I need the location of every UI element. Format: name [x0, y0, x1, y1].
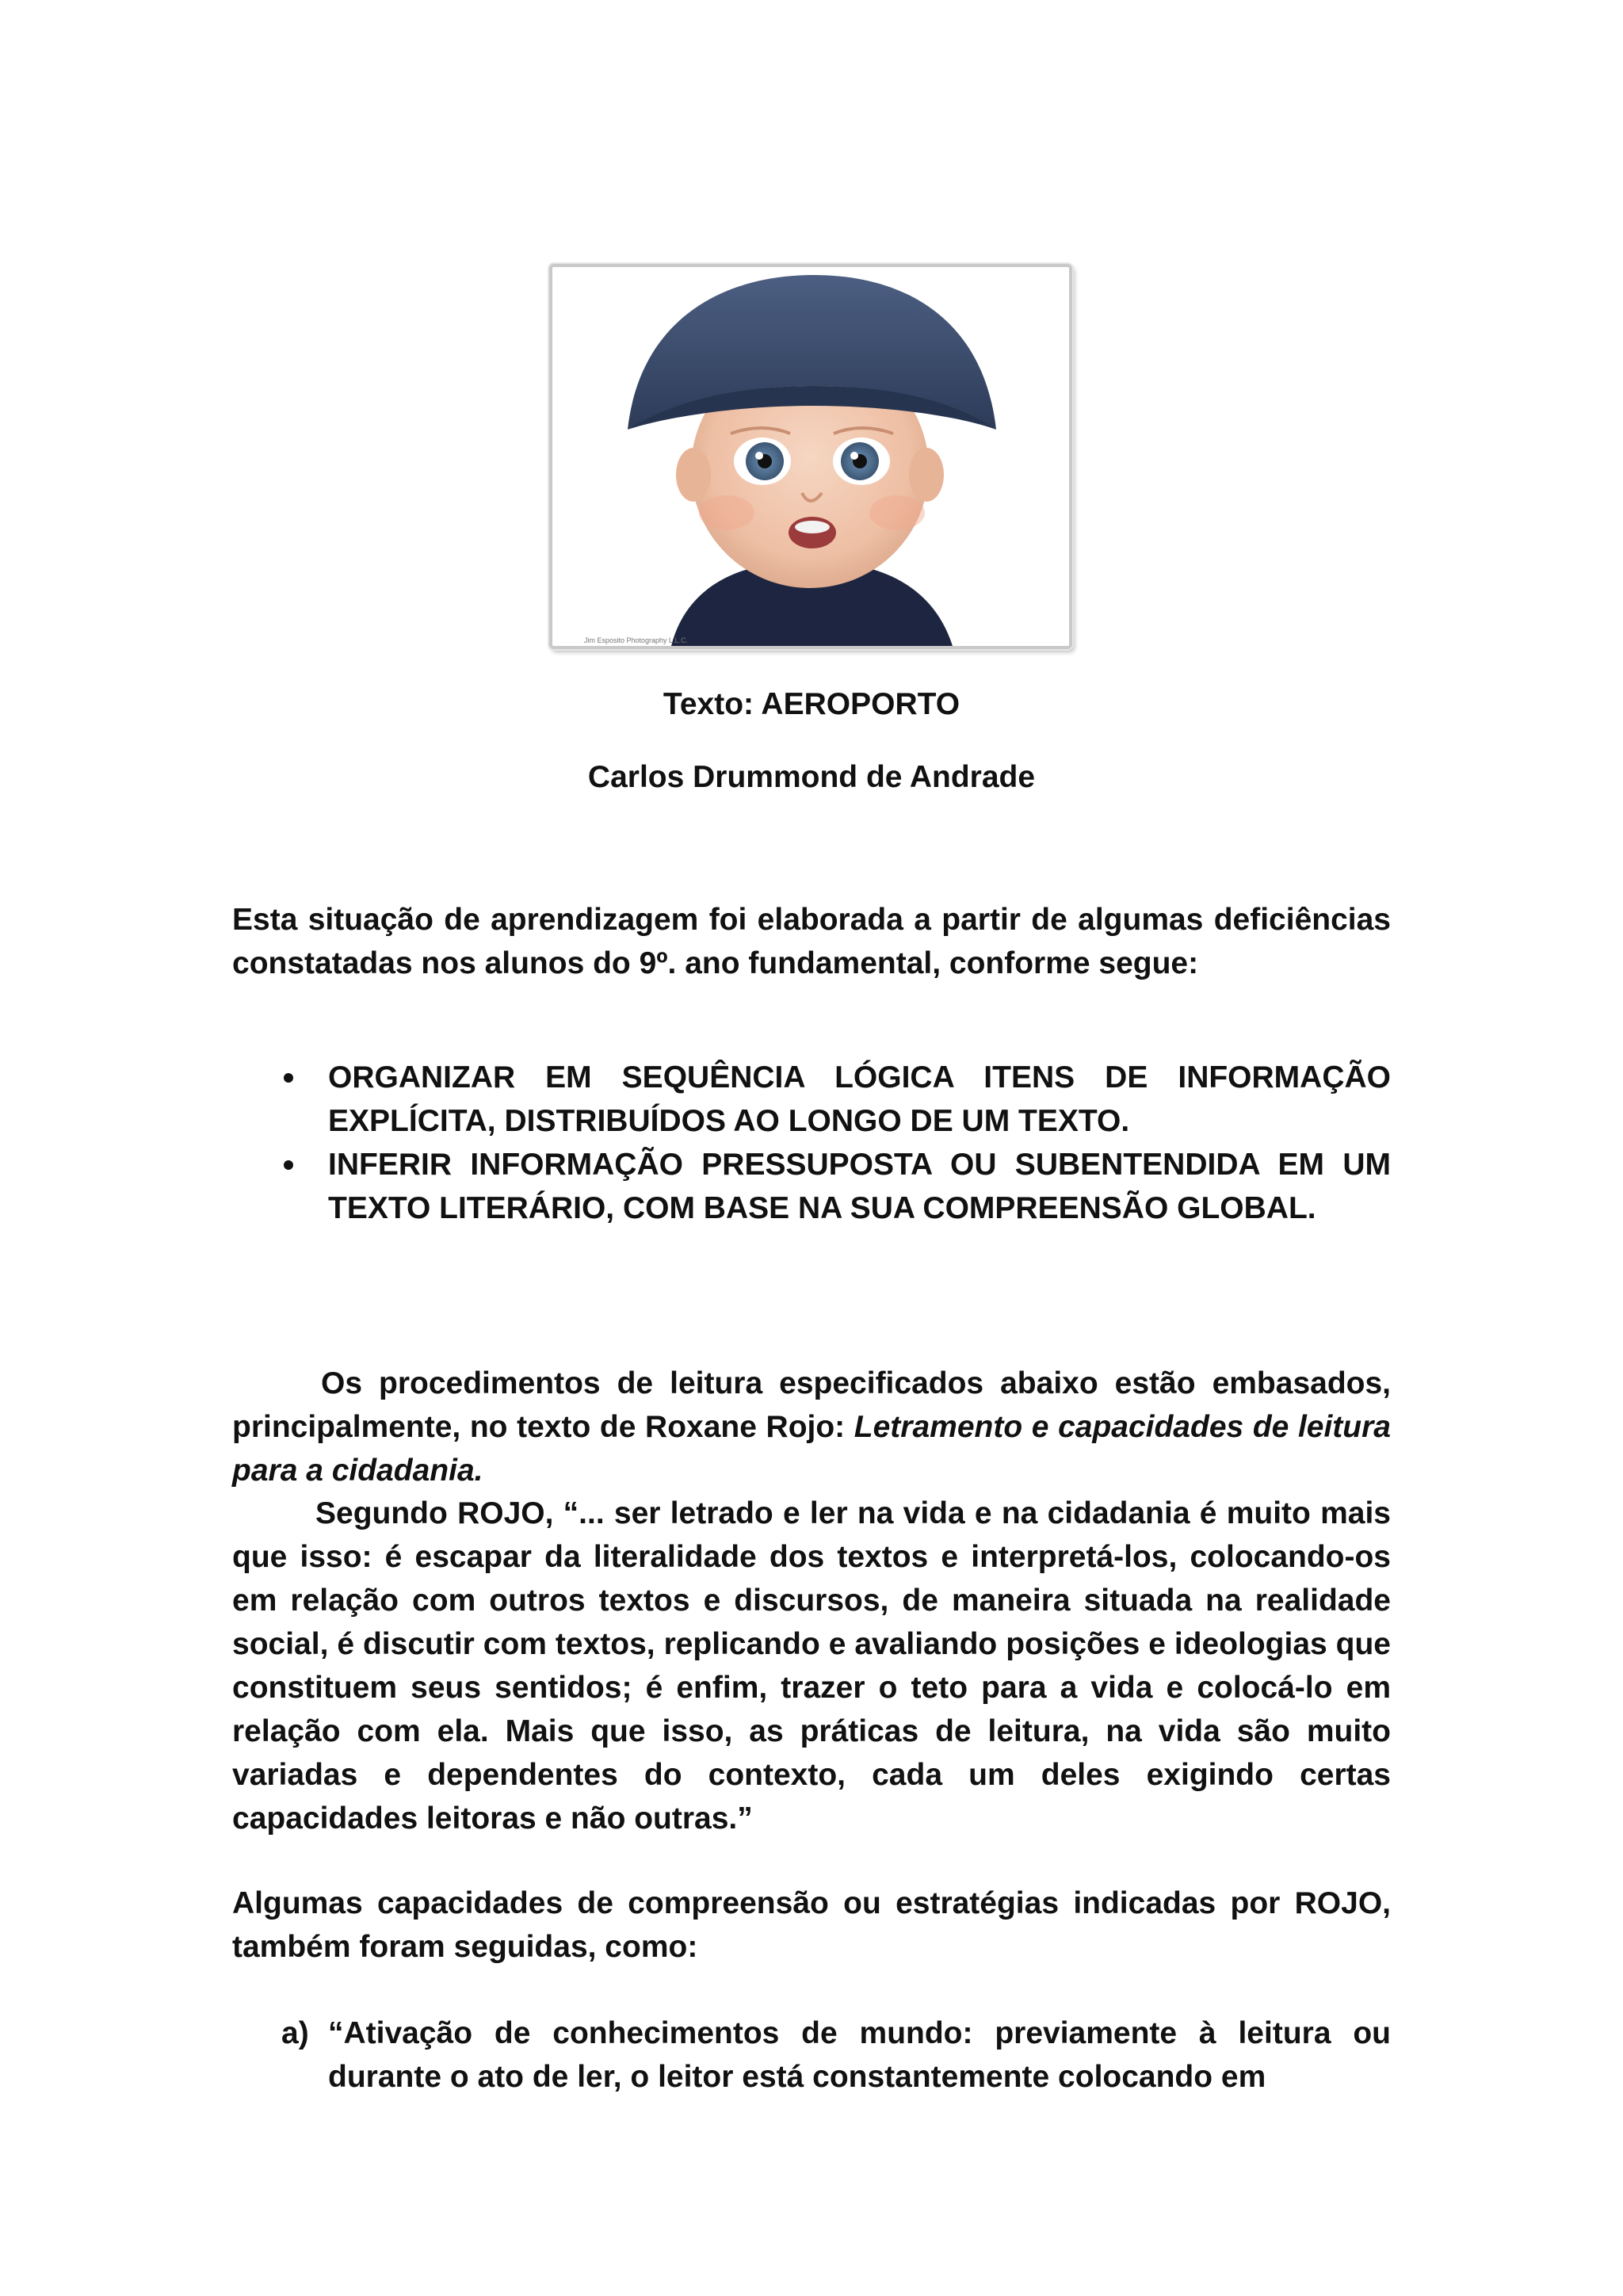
deficiency-list — [232, 1056, 1391, 1230]
procedures-paragraph — [232, 1362, 1391, 1492]
child-photo — [549, 264, 1072, 649]
bullet-icon — [284, 1160, 293, 1170]
author-name: Carlos Drummond de Andrade — [587, 760, 1036, 794]
list-item — [232, 2011, 1391, 2099]
intro-paragraph: Esta situação de aprendizagem foi elaborada a partir de algumas deficiências constatadas nos alunos do 9º. ano fundamental, conforme segue: — [232, 903, 1391, 980]
photo-credit: Jim Esposito Photography L.L.C. — [584, 636, 689, 644]
list-item-text: ORGANIZAR EM SEQUÊNCIA LÓGICA ITENS DE INFORMAÇÃO EXPLÍCITA, DISTRIBUÍDOS AO LONGO DE UM TEXTO. — [328, 1060, 1391, 1138]
procedures-lead: Os procedimentos de leitura especificados abaixo estão embasados, principalmente, no texto de Roxane Rojo: — [232, 1366, 1391, 1444]
strategies-intro: Algumas capacidades de compreensão ou estratégias indicadas por ROJO, também foram seguidas, como: — [232, 1886, 1391, 1964]
quote-paragraph — [232, 1492, 1391, 1840]
book-title: Letramento e capacidades de leitura para a cidadania. — [232, 1410, 1391, 1488]
quote-text: Segundo ROJO, “... ser letrado e ler na vida e na cidadania é muito mais que isso: é escapar da literalidade dos textos e interpretá-los, colocando-os em relação com outros textos e discursos, de maneira situada na realidade social, é discutir com textos, replicando e avaliando posições e ideologias que constituem seus sentidos; é enfim, trazer o teto para a vida e colocá-lo em relação com ela. Mais que isso, as práticas de leitura, na vida são muito variadas e dependentes do contexto, cada um deles exigindo certas capacidades leitoras e não outras.” — [232, 1496, 1391, 1836]
list-item-text: INFERIR INFORMAÇÃO PRESSUPOSTA OU SUBENTENDIDA EM UM TEXTO LITERÁRIO, COM BASE NA SUA COMPREENSÃO GLOBAL. — [328, 1148, 1391, 1225]
list-marker: a) — [281, 2016, 309, 2050]
strategies-list — [232, 2011, 1391, 2099]
list-item — [232, 1056, 1391, 1143]
bullet-icon — [284, 1073, 293, 1083]
child-illustration — [552, 267, 1069, 646]
list-item-text: “Ativação de conhecimentos de mundo: previamente à leitura ou durante o ato de ler, o leitor está constantemente colocando em — [328, 2016, 1391, 2094]
list-item — [232, 1143, 1391, 1230]
text-title: Texto: AEROPORTO — [663, 687, 960, 721]
